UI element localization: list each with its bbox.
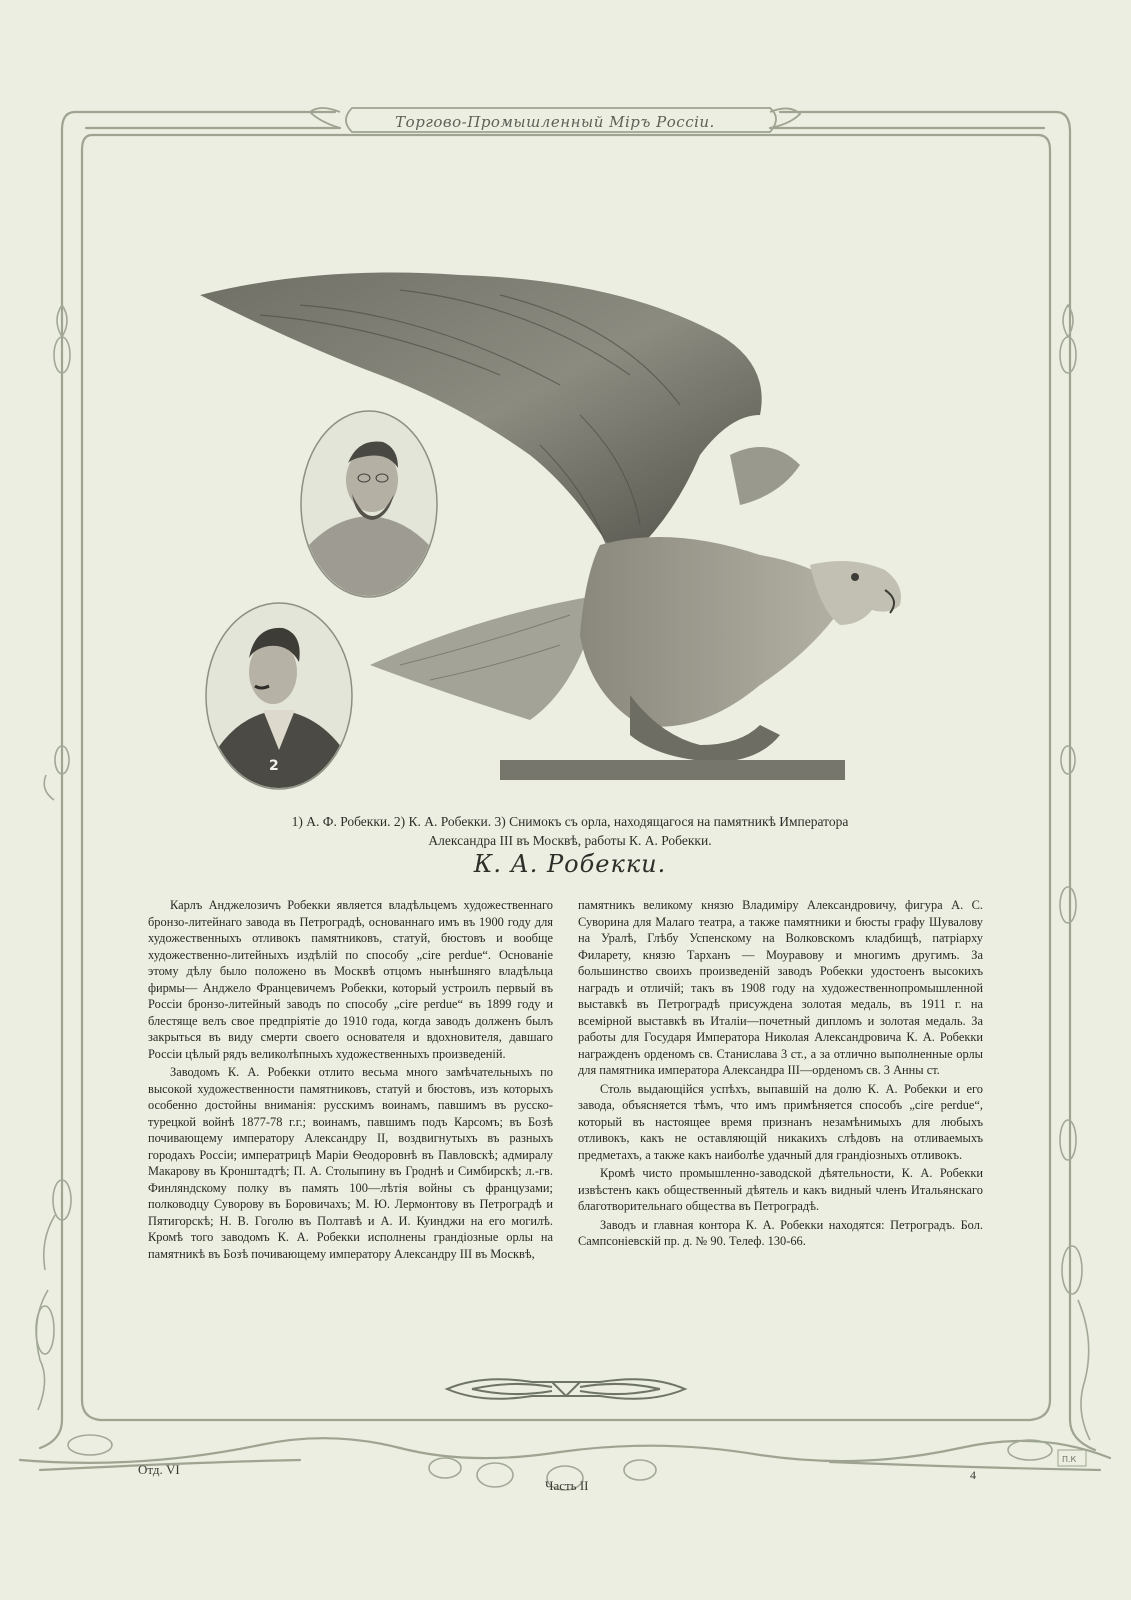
paragraph: Кромѣ чисто промышленно-заводской дѣятельности, К. А. Робекки извѣстенъ какъ общественный дѣятель и какъ видный членъ Итальянскаго благотворительнаго общества въ Петроградѣ.	[578, 1166, 983, 1213]
footer-section: Отд. VI	[138, 1462, 180, 1477]
portrait-photo-icon	[298, 408, 440, 600]
paragraph: памятникъ великому князю Владиміру Александровичу, фигура А. С. Суворина для Малаго театра, а также памятники и бюсты графу Шувалову на Уралѣ, Глѣбу Успенскому на Волковскомъ кладбищѣ, патріарху Филарету, князю Тарханъ — Моуравову и многимъ другимъ. За большинство своихъ произведеній заводъ Робекки удостоенъ высокихъ наградъ и отличій; такъ въ 1908 году на художественнопромышленной выставкѣ въ Петроградѣ присуждена золотая медаль, въ 1911 г. на всемірной выставкѣ въ Италіи—почетный дипломъ и золотая медаль. За работы для Государя Императора Николая Александровича К. А. Робекки награжденъ орденомъ св. Станислава 3 ст., а за отлично выполненные орлы для памятника императора Александра III—орденомъ св. 3 Анны ст.	[578, 898, 983, 1077]
paragraph: Столь выдающійся успѣхъ, выпавшій на долю К. А. Робекки и его завода, объясняется тѣмъ, что имъ примѣняется способъ „cire perdue“, который въ настоящее время признанъ незамѣнимыхъ для любыхъ отливокъ, какъ не оставляющій никакихъ слѣдовъ на отливаемыхъ предметахъ, а также какъ наиболѣе удачный для грандіозныхъ отливокъ.	[578, 1081, 983, 1162]
text-column-left	[148, 897, 553, 1262]
page-number: 4	[970, 1468, 976, 1482]
portrait-af-robekki	[298, 408, 440, 600]
caption-line-2: Александра III въ Москвѣ, работы К. А. Робекки.	[428, 833, 712, 848]
caption-line-1: 1) А. Ф. Робекки. 2) К. А. Робекки. 3) Снимокъ съ орла, находящагося на памятникѣ Императора	[291, 814, 849, 829]
text-column-right	[578, 897, 983, 1250]
banner-title: Торгово-Промышленный Міръ Россіи.	[395, 113, 715, 131]
portrait-ka-robekki	[203, 600, 356, 793]
portrait-number-label: 2	[269, 758, 279, 774]
paragraph: Заводъ и главная контора К. А. Робекки находятся: Петроградъ. Бол. Сампсоніевскій пр. д. № 90. Телеф. 130-66.	[578, 1217, 983, 1248]
ornamental-divider	[442, 1372, 690, 1406]
figure-caption	[190, 812, 950, 850]
paragraph: Заводомъ К. А. Робекки отлито весьма много замѣчательныхъ по высокой художественности памятниковъ, статуй и бюстовъ, изъ которыхъ особенно достойны вниманія: русскимъ воинамъ, павшимъ въ русско-турецкой войнѣ 1877-78 г.г.; воинамъ, павшимъ подъ Карсомъ; въ Бозѣ почивающему императору Александру II, воздвигнутыхъ въ разныхъ городахъ Россіи; императрицѣ Маріи Ѳеодоровнѣ въ Павловскѣ; адмиралу Макарову въ Кронштадтѣ; П. А. Столыпину въ Гроднѣ и Симбирскѣ; л.-гв. Финляндскому полку въ память 100—лѣтія войны съ французами; полководцу Суворову въ Боровичахъ; М. Ю. Лермонтову въ Петроградѣ и Пятигорскѣ; Н. В. Гоголю въ Полтавѣ и А. И. Куинджи на его могилѣ. Кромѣ того заводомъ К. А. Робекки исполнены грандіозные орлы на памятникѣ въ Бозѣ почивающему императору Александру III въ Москвѣ,	[148, 1065, 553, 1261]
footer-part: Часть II	[545, 1478, 589, 1493]
artist-monogram	[1058, 1450, 1086, 1466]
journal-banner	[350, 108, 760, 136]
paragraph: Карлъ Анджелозичъ Робекки является владѣльцемъ художественнаго бронзо-литейнаго завода въ Петроградѣ, основаннаго имъ въ 1900 году для художественныхъ отливокъ памятниковъ, статуй, бюстовъ и вообще художественно-литейныхъ издѣлій по способу „cire perdue“. Основаніе этому дѣлу было положено въ Москвѣ отцомъ нынѣшняго владѣльца фирмы— Анджело Францевичемъ Робекки, который устроилъ первый въ Россіи бронзо-литейный заводъ по способу „cire perdue“ въ 1899 году и блестяще велъ свое предпріятіе до 1910 года, когда заводъ долженъ былъ закрыться въ виду смерти своего основателя и вдохновителя, давшаго Россіи цѣлый рядъ великолѣпныхъ художественныхъ произведеній.	[148, 898, 553, 1061]
svg-text:П.К: П.К	[1062, 1455, 1077, 1464]
article-heading: К. А. Робекки.	[473, 850, 667, 878]
portrait-photo-icon	[203, 600, 356, 793]
